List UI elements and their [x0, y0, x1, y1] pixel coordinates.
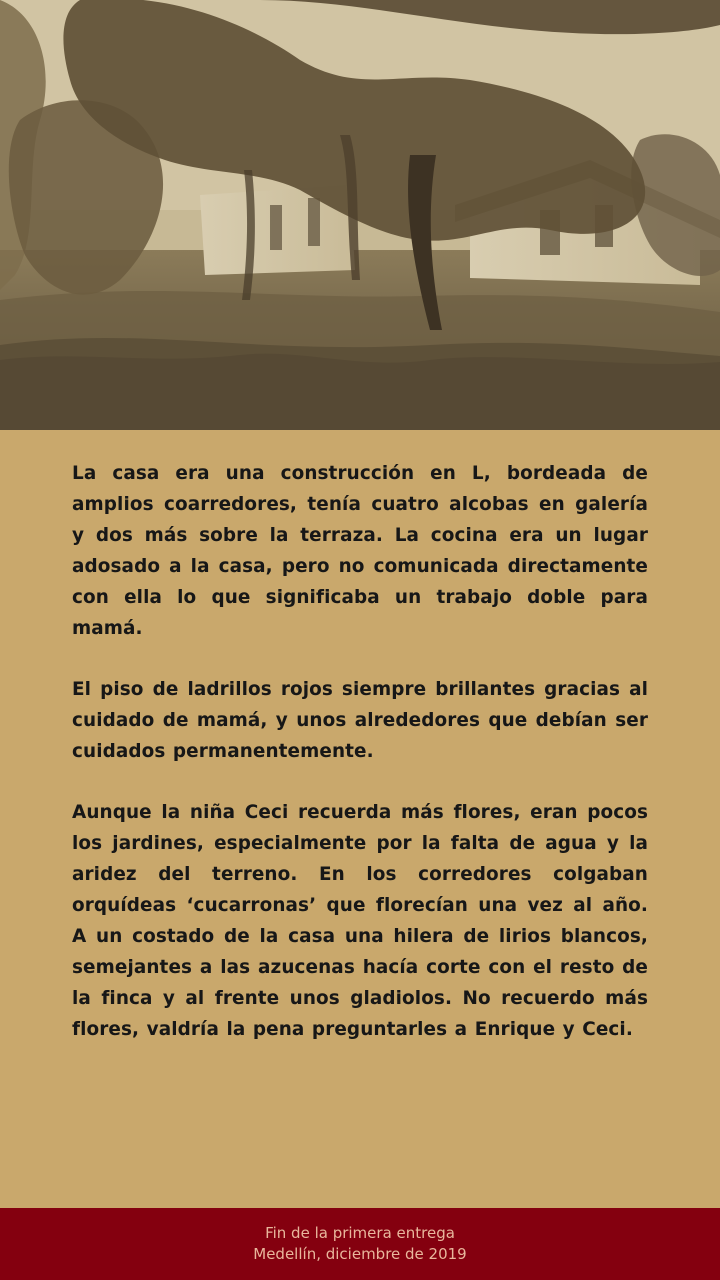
footer-banner [0, 1208, 720, 1280]
sepia-house-photo [0, 0, 720, 430]
story-text [72, 458, 648, 1075]
house-garden-illustration [0, 0, 720, 430]
story-paragraph-house: La casa era una construcción en L, bordeada de amplios coarredores, tenía cuatro alcobas en galería y dos más sobre la terraza. La cocina era un lugar adosado a la casa, pero no comunicada directamente con ella lo que significaba un trabajo doble para mamá. [72, 463, 648, 639]
story-paragraph-floor: El piso de ladrillos rojos siempre brillantes gracias al cuidado de mamá, y unos alrededores que debían ser cuidados permanentemente. [72, 679, 648, 762]
footer-title: Fin de la primera entrega [265, 1224, 455, 1242]
story-paragraph-gardens: Aunque la niña Ceci recuerda más flores, eran pocos los jardines, especialmente por la falta de agua y la aridez del terreno. En los corredores colgaban orquídeas ‘cucarronas’ que florecían una vez al año. A un costado de la casa una hilera de lirios blancos, semejantes a las azucenas hacía corte con el resto de la finca y al frente unos gladiolos. No recuerdo más flores, valdría la pena preguntarles a Enrique y Ceci. [72, 802, 648, 1040]
footer-date: Medellín, diciembre de 2019 [253, 1245, 467, 1263]
